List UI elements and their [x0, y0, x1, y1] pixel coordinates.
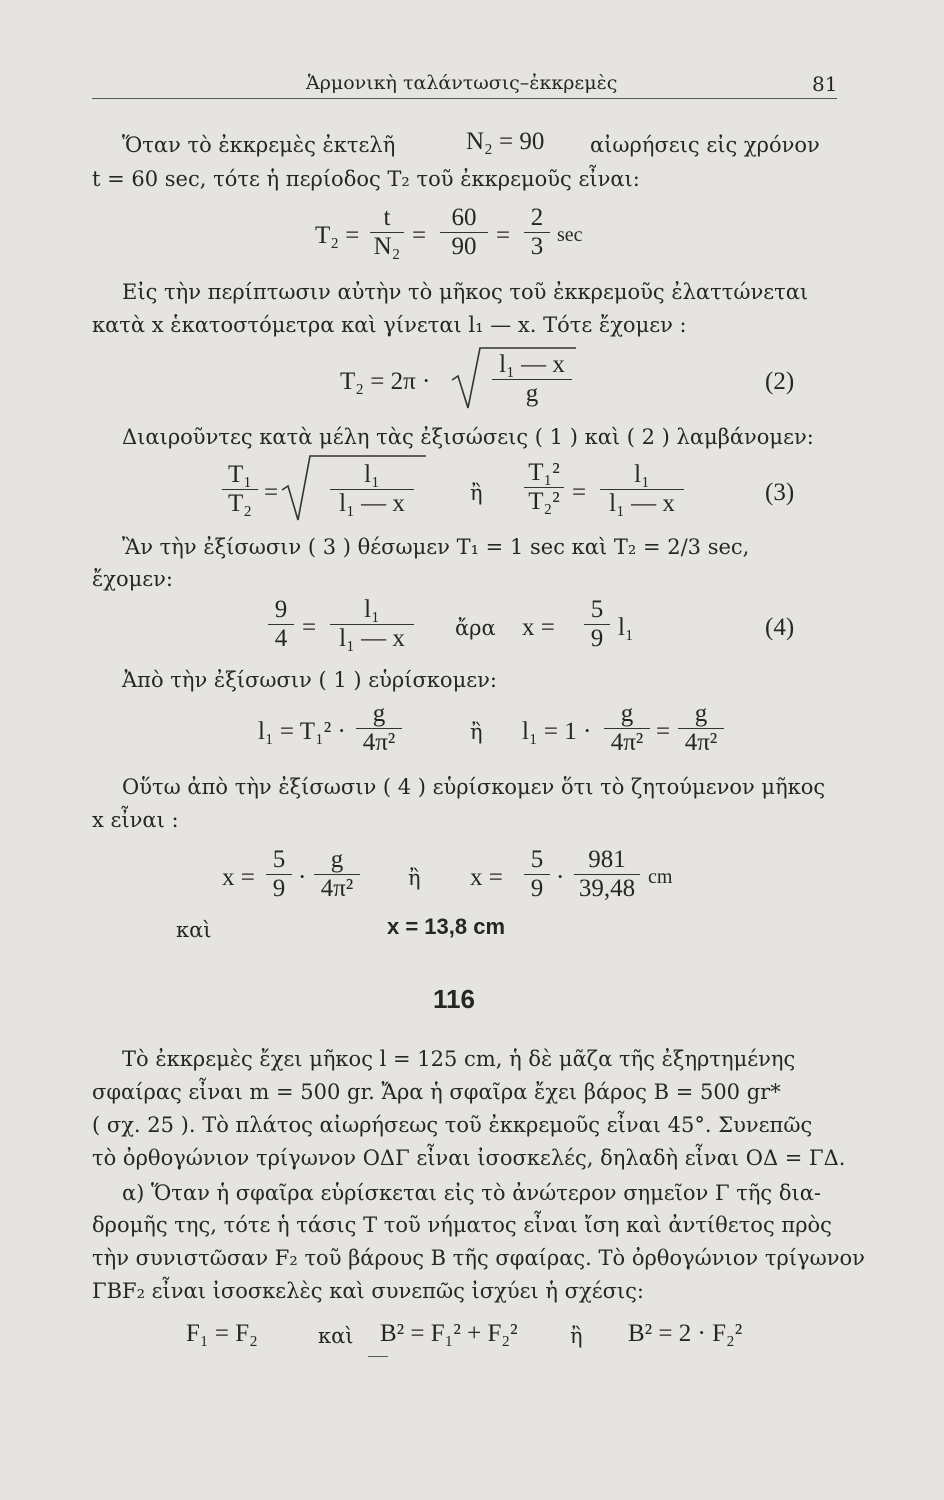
- equals-sign: =: [572, 479, 587, 506]
- fraction: T₁² T₂²: [524, 460, 564, 515]
- fraction: g 4π²: [356, 701, 402, 756]
- math-inline: l₁ = 1 ·: [522, 718, 592, 745]
- or-word: ἢ: [470, 720, 483, 744]
- equals-sign: =: [496, 222, 511, 249]
- or-word: ἢ: [408, 866, 421, 890]
- fraction: 60 90: [440, 205, 488, 260]
- ara-word: ἄρα: [455, 616, 496, 640]
- text-line: t = 60 sec, τότε ἡ περίοδος T₂ τοῦ ἐκκρεμοῦς εἶναι:: [92, 167, 640, 191]
- fraction: 5 9: [584, 597, 610, 652]
- text-line: Διαιροῦντες κατὰ μέλη τὰς ἐξισώσεις ( 1 ) καὶ ( 2 ) λαμβάνομεν:: [122, 425, 814, 449]
- text-line: x εἶναι :: [92, 808, 179, 832]
- math-inline: l₁ = T₁² ·: [258, 718, 346, 745]
- text-line: αἰωρήσεις εἰς χρόνον: [590, 133, 820, 157]
- math-inline: F₁ = F₂: [186, 1320, 258, 1347]
- dot-operator: ·: [298, 864, 307, 891]
- text-line: Οὕτω ἀπὸ τὴν ἐξίσωσιν ( 4 ) εὑρίσκομεν ὅτι τὸ ζητούμενον μῆκος: [122, 775, 826, 799]
- math-inline: B² = 2 · F₂²: [628, 1320, 743, 1347]
- math-inline: x =: [522, 614, 555, 641]
- equals-sign: =: [656, 718, 671, 745]
- fraction: 2 3: [524, 205, 550, 260]
- or-word: ἢ: [570, 1324, 583, 1348]
- kai-word: καὶ: [318, 1324, 354, 1348]
- equals-sign: =: [412, 222, 427, 249]
- text-line: δρομῆς της, τότε ἡ τάσις T τοῦ νήματος εἶναι ἴση καὶ ἀντίθετος πρὸς: [92, 1213, 832, 1237]
- result-value: x = 13,8 cm: [387, 914, 506, 939]
- eq1-lhs: T₂ =: [315, 222, 360, 249]
- equation-tag: (4): [765, 614, 795, 641]
- problem-number: 116: [433, 984, 475, 1014]
- equals-sign: =: [264, 479, 279, 506]
- or-word: ἢ: [470, 481, 483, 505]
- fraction: 981 39,48: [574, 847, 640, 902]
- math-inline: B² = F₁² + F₂²: [380, 1320, 518, 1347]
- page-number: 81: [812, 72, 838, 96]
- text-line: ΓBF₂ εἶναι ἰσοσκελὲς καὶ συνεπῶς ἰσχύει ἡ σχέσις:: [92, 1279, 644, 1303]
- fraction: 5 9: [524, 847, 550, 902]
- fraction: l₁ l₁ — x: [330, 462, 414, 517]
- fraction: g 4π²: [678, 701, 724, 756]
- fraction: g 4π²: [604, 701, 650, 756]
- text-line: Ἀπὸ τὴν ἐξίσωσιν ( 1 ) εὑρίσκομεν:: [122, 668, 497, 692]
- fraction: l₁ l₁ — x: [330, 597, 414, 652]
- math-inline: x =: [470, 864, 503, 891]
- fraction: g 4π²: [314, 847, 360, 902]
- equals-sign: =: [302, 614, 317, 641]
- unit: cm: [648, 866, 673, 888]
- kai-word: καὶ: [176, 918, 212, 942]
- header-rule: [92, 98, 837, 99]
- eq2-lhs: T₂ = 2π ·: [340, 368, 431, 395]
- text-line: Ἂν τὴν ἐξίσωσιν ( 3 ) θέσωμεν T₁ = 1 sec καὶ T₂ = 2/3 sec,: [122, 535, 750, 559]
- equation-tag: (3): [765, 479, 795, 506]
- text-line: Εἰς τὴν περίπτωσιν αὐτὴν τὸ μῆκος τοῦ ἐκκρεμοῦς ἐλαττώνεται: [122, 280, 809, 304]
- text-line: τὴν συνιστῶσαν F₂ τοῦ βάρους B τῆς σφαίρας. Τὸ ὀρθογώνιον τρίγωνον: [92, 1246, 865, 1270]
- footer-dash: [368, 1356, 388, 1357]
- text-line: α) Ὅταν ἡ σφαῖρα εὑρίσκεται εἰς τὸ ἀνώτερον σημεῖον Γ τῆς δια-: [122, 1181, 821, 1205]
- text-line: κατὰ x ἑκατοστόμετρα καὶ γίνεται l₁ — x. Τότε ἔχομεν :: [92, 313, 687, 337]
- fraction: 9 4: [268, 597, 294, 652]
- text-line: Τὸ ἐκκρεμὲς ἔχει μῆκος l = 125 cm, ἡ δὲ μᾶζα τῆς ἐξηρτημένης: [122, 1047, 796, 1071]
- fraction: l₁ — x g: [492, 352, 572, 407]
- unit: sec: [557, 224, 583, 246]
- dot-operator: ·: [556, 864, 565, 891]
- text-line: τὸ ὀρθογώνιον τρίγωνον ΟΔΓ εἶναι ἰσοσκελές, δηλαδὴ εἶναι ΟΔ = ΓΔ.: [92, 1146, 846, 1170]
- text-line: ( σχ. 25 ). Τὸ πλάτος αἰωρήσεως τοῦ ἐκκρεμοῦς εἶναι 45°. Συνεπῶς: [92, 1113, 813, 1137]
- text-line: Ὅταν τὸ ἐκκρεμὲς ἐκτελῆ: [122, 133, 396, 157]
- math-inline: N₂ = 90: [466, 128, 545, 155]
- fraction: 5 9: [266, 847, 292, 902]
- running-header-title: Ἁρμονικὴ ταλάντωσις–ἐκκρεμὲς: [306, 72, 618, 94]
- math-inline: l₁: [618, 614, 634, 641]
- equation-tag: (2): [765, 368, 795, 395]
- fraction: l₁ l₁ — x: [600, 462, 684, 517]
- fraction: T₁ T₂: [222, 462, 258, 517]
- text-line: ἔχομεν:: [92, 567, 174, 591]
- math-inline: x =: [222, 864, 255, 891]
- text-line: σφαίρας εἶναι m = 500 gr. Ἄρα ἡ σφαῖρα ἔχει βάρος B = 500 gr*: [92, 1080, 781, 1104]
- fraction: t N₂: [370, 205, 404, 260]
